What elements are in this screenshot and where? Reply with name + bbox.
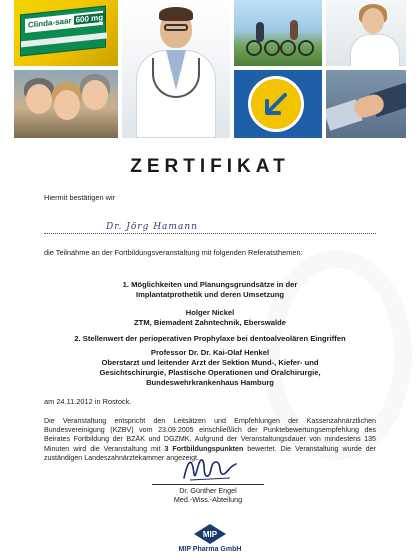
speaker-1-affiliation: ZTM, Biemadent Zahntechnik, Eberswalde [134, 318, 286, 327]
accreditation-text: Die Veranstaltung entspricht den Leitsätzen und Empfehlungen der Kassenzahnärztlichen Bundesvereinigung (KZBV) vom 23.09.2005 einschließlich der Punktebewertungsempfehlung des Beirates Fortbildung der BZÄK und DGZMK. Aufgrund der Veranstaltungsdauer von mindestens 135 Minuten wird die Veranstaltung mit [44, 417, 376, 453]
credit-points: 3 Fortbildungspunkten [164, 444, 244, 453]
bicycle-wheel-2 [264, 40, 280, 56]
topic-1-title-line: 1. Möglichkeiten und Planungsgrundsätze in der [122, 280, 298, 289]
product-label [25, 11, 103, 33]
speaker-2-affiliation: Gesichtschirurgie, Plastische Operationen und Oralchirurgie, [99, 368, 321, 377]
signer-block [152, 486, 264, 504]
accreditation-text-end: bewertet. Die Veranstaltung wurde der zuständigen Landeszahnärztekammer angezeigt. [44, 444, 376, 462]
doctor-glasses [164, 24, 188, 31]
confirm-text: Hiermit bestätigen wir [44, 193, 116, 202]
doctor-hair [159, 7, 193, 21]
topic-1-title [44, 280, 376, 300]
signer-name: Dr. Günther Engel [179, 486, 237, 495]
cyclist-1 [256, 22, 264, 42]
certificate-title: ZERTIFIKAT [130, 156, 290, 177]
speaker-2-affiliation: Oberstarzt und leitender Arzt der Sektion Mund-, Kiefer- und [101, 358, 319, 367]
medication-box [20, 5, 106, 56]
woman-face [362, 8, 384, 34]
date-place: am 24.11.2012 in Rostock. [44, 397, 132, 406]
handshake-photo [326, 70, 406, 138]
speaker-2-name: Professor Dr. Dr. Kai-Olaf Henkel [150, 348, 270, 357]
doctor-photo [122, 0, 230, 138]
family-face-3 [82, 80, 108, 110]
product-dose: 600 mg [75, 12, 104, 25]
bicycle-wheel-1 [246, 40, 262, 56]
arrow-circle-icon [248, 76, 304, 132]
name-dotted-line [44, 233, 376, 234]
woman-phone-photo [326, 0, 406, 66]
signer-department: Med.-Wiss.-Abteilung [173, 495, 243, 504]
product-box-photo [14, 0, 118, 66]
header-photo-collage [14, 0, 406, 140]
company-name: MIP Pharma GmbH [178, 546, 242, 553]
family-photo [14, 70, 118, 138]
signature-scribble [180, 452, 240, 484]
logo-text: MIP [202, 530, 218, 539]
blue-logo-tile [234, 70, 322, 138]
topic-2-title-line: 2. Stellenwert der perioperativen Prophylaxe bei dentoalveolären Eingriffen [74, 334, 346, 343]
topic-1-speaker [44, 308, 376, 328]
speaker-2-affiliation: Bundeswehrkrankenhaus Hamburg [146, 378, 274, 387]
cyclists-photo [234, 0, 322, 66]
bicycle-wheel-3 [280, 40, 296, 56]
bicycle-wheel-4 [298, 40, 314, 56]
family-face-1 [26, 84, 52, 114]
participant-handwritten-name: Dr. Jörg Hamann [106, 222, 198, 232]
product-name: Clinda-saar [28, 16, 72, 30]
arrow-icon [261, 89, 291, 119]
topic-2-speaker [44, 348, 376, 388]
speaker-1-name: Holger Nickel [185, 308, 235, 317]
box-stripe [21, 32, 107, 47]
topic-1-title-line: Implantatprothetik und deren Umsetzung [135, 290, 285, 299]
mip-logo-icon [193, 523, 227, 545]
woman-body [350, 34, 400, 66]
signature-line [152, 484, 264, 485]
cyclist-2 [290, 20, 298, 40]
family-face-2 [54, 90, 80, 120]
participation-text: die Teilnahme an der Fortbildungsveranstaltung mit folgenden Referatsthemen: [44, 248, 303, 257]
topic-2-title [44, 334, 376, 344]
